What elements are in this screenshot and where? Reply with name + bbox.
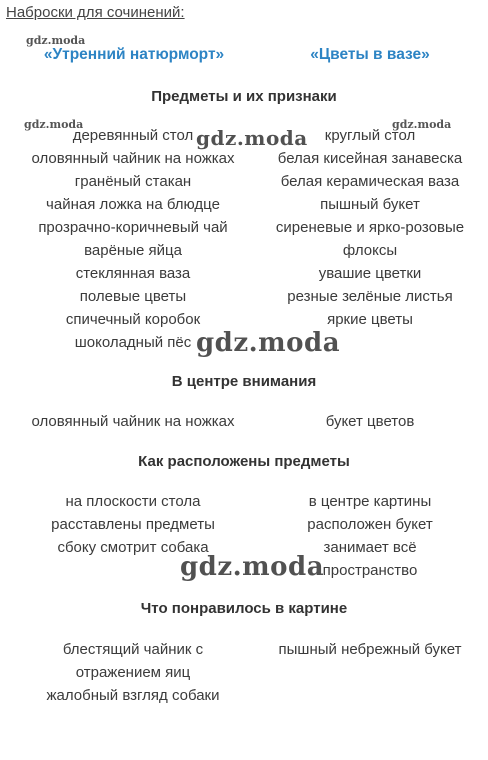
list-item: белая кисейная занавеска: [277, 150, 463, 167]
list-item: букет цветов: [325, 413, 415, 430]
section-title: Как расположены предметы: [138, 453, 350, 470]
list-item: расположен букет: [307, 516, 433, 533]
column-title-left: «Утренний натюрморт»: [43, 46, 225, 63]
list-item: деревянный стол: [72, 127, 194, 144]
watermark: gdz.moda: [392, 118, 452, 131]
list-item: яркие цветы: [327, 311, 413, 328]
list-item: оловянный чайник на ножках: [31, 413, 235, 430]
list-item: круглый стол: [324, 127, 416, 144]
list-item: расставлены предметы: [51, 516, 215, 533]
section-left-list: [14, 124, 252, 354]
list-item: жалобный взгляд собаки: [46, 687, 220, 704]
list-item: оловянный чайник на ножках: [31, 150, 235, 167]
section-left-list: [14, 410, 252, 433]
watermark: gdz.moda: [196, 328, 341, 358]
section-title: Что понравилось в картине: [140, 600, 348, 617]
list-item: пространство: [322, 562, 418, 579]
section-left-list: [14, 490, 252, 559]
section-right-list: [258, 410, 482, 433]
list-item: на плоскости стола: [65, 493, 201, 510]
list-item: полевые цветы: [79, 288, 187, 305]
list-item: пышный букет: [320, 196, 420, 213]
watermark: gdz.moda: [180, 552, 325, 582]
list-item: гранёный стакан: [74, 173, 192, 190]
list-item: чайная ложка на блюдце: [46, 196, 220, 213]
watermark: gdz.moda: [196, 126, 308, 150]
list-item: в центре картины: [308, 493, 432, 510]
page-header: Наброски для сочинений:: [6, 4, 185, 21]
section-title: Предметы и их признаки: [151, 88, 337, 105]
list-item: варёные яйца: [84, 242, 182, 259]
list-item: прозрачно-коричневый чай: [38, 219, 228, 236]
list-item: флоксы: [342, 242, 398, 259]
list-item: пышный небрежный букет: [278, 641, 462, 658]
watermark: gdz.moda: [26, 34, 86, 47]
list-item: сиреневые и ярко-розовые: [275, 219, 465, 236]
list-item: занимает всё: [323, 539, 417, 556]
column-title-right: «Цветы в вазе»: [310, 46, 430, 63]
section-title: В центре внимания: [171, 373, 317, 390]
list-item: резные зелёные листья: [287, 288, 453, 305]
list-item: белая керамическая ваза: [280, 173, 460, 190]
list-item: шоколадный пёс: [74, 334, 192, 351]
section-left-list: [14, 638, 252, 707]
section-right-list: [258, 638, 482, 661]
list-item: стеклянная ваза: [75, 265, 191, 282]
list-item: увашие цветки: [318, 265, 422, 282]
watermark: gdz.moda: [24, 118, 84, 131]
list-item: отражением яиц: [75, 664, 191, 681]
section-right-list: [258, 124, 482, 331]
list-item: блестящий чайник с: [62, 641, 204, 658]
list-item: спичечный коробок: [65, 311, 201, 328]
list-item: сбоку смотрит собака: [57, 539, 209, 556]
